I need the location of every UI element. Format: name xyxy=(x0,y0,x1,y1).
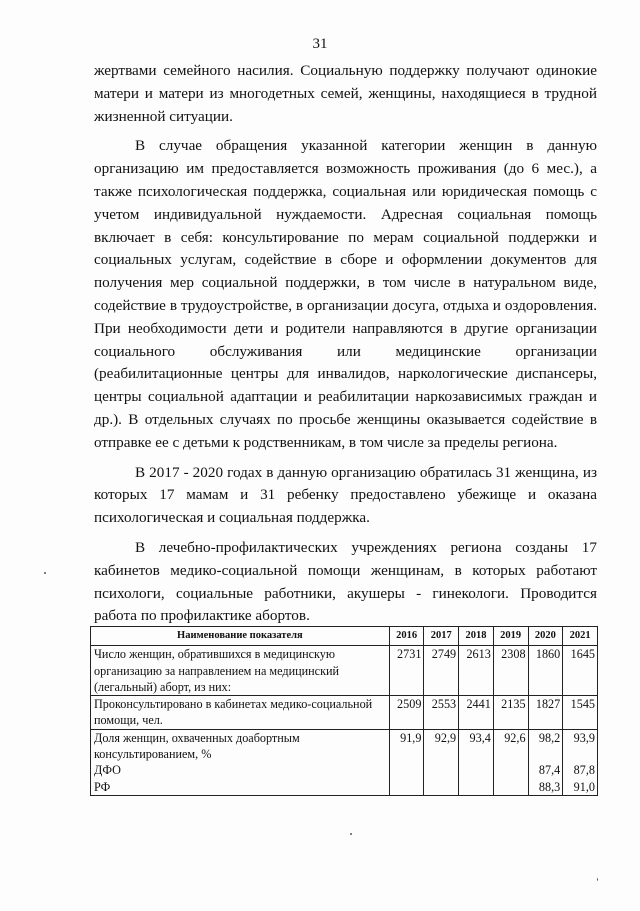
paragraph-continuation: жертвами семейного насилия. Социальную поддержку получают одинокие матери и матери из многодетных семей, женщины, находящиеся в трудной жизненной ситуации. xyxy=(94,62,597,125)
table-header-row xyxy=(91,627,598,646)
cell-value: 1545 xyxy=(563,696,598,730)
row-label xyxy=(91,729,390,795)
column-header: 2018 xyxy=(459,627,494,646)
cell-value-dfo: 87,8 xyxy=(573,763,595,778)
paragraph: В 2017 - 2020 годах в данную организацию обратилась 31 женщина, из которых 17 мамам и 31 ребенку предоставлено убежище и оказана психологическая и социальная поддержка. xyxy=(94,463,597,527)
row-label: Проконсультировано в кабинетах медико-социальной помощи, чел. xyxy=(91,696,390,730)
cell-value: 92,6 xyxy=(493,729,528,795)
column-header: Наименование показателя xyxy=(91,627,390,646)
cell-value: 1827 xyxy=(528,696,563,730)
cell-value: 92,9 xyxy=(424,729,459,795)
cell-value-rf: 88,3 xyxy=(538,779,561,794)
cell-value: 1860 xyxy=(528,646,563,696)
row-label: Число женщин, обратившихся в медицинскую организацию за направлением на медицинский (легальный) аборт, из них: xyxy=(91,646,390,696)
row-label-rf: РФ xyxy=(94,779,111,794)
row-label-main: Доля женщин, охваченных доабортным консультированием, % xyxy=(94,730,300,762)
table-row xyxy=(91,729,598,795)
column-header: 2017 xyxy=(424,627,459,646)
cell-value: 2731 xyxy=(389,646,424,696)
table-row xyxy=(91,696,598,730)
table-row xyxy=(91,646,598,696)
cell-value: 2613 xyxy=(459,646,494,696)
scan-speck xyxy=(44,572,46,574)
page-number: 31 xyxy=(312,36,328,52)
cell-value: 2308 xyxy=(493,646,528,696)
cell-value: 91,9 xyxy=(389,729,424,795)
cell-value: 2509 xyxy=(389,696,424,730)
cell-value: 1645 xyxy=(563,646,598,696)
statistics-table xyxy=(90,626,598,796)
cell-value: 2441 xyxy=(459,696,494,730)
scan-speck xyxy=(597,878,598,881)
scan-speck xyxy=(350,833,352,835)
column-header: 2019 xyxy=(493,627,528,646)
paragraph: В лечебно-профилактических учреждениях региона созданы 17 кабинетов медико-социальной помощи женщинам, в которых работают психологи, социальные работники, акушеры - гинекологи. Проводится работа по профилактике абортов. xyxy=(94,538,597,625)
cell-value: 98,2 xyxy=(538,730,561,745)
row-label-dfo: ДФО xyxy=(94,763,121,778)
body-text xyxy=(94,60,597,628)
cell-value-rf: 91,0 xyxy=(573,779,595,794)
cell-value: 2553 xyxy=(424,696,459,730)
cell-value-stack xyxy=(563,729,598,795)
cell-value: 2135 xyxy=(493,696,528,730)
cell-value-stack xyxy=(528,729,563,795)
column-header: 2016 xyxy=(389,627,424,646)
cell-value-dfo: 87,4 xyxy=(538,763,561,778)
cell-value: 93,9 xyxy=(573,730,595,745)
cell-value: 2749 xyxy=(424,646,459,696)
column-header: 2021 xyxy=(563,627,598,646)
paragraph: В случае обращения указанной категории женщин в данную организацию им предоставляется возможность проживания (до 6 мес.), а также психологическая поддержка, социальная или юридическая помощь с учетом индивидуальной нуждаемости. Адресная социальная помощь включает в себя: консультирование по мерам социальной поддержки и социальных услугам, содействие в сборе и оформлении документов для получения мер социальной поддержки, в том числе в натуральном виде, содействие в трудоустройстве, в организации досуга, отдыха и оздоровления. При необходимости дети и родители направляются в другие организации социального обслуживания или медицинские организации (реабилитационные центры для инвалидов, наркологические диспансеры, центры социальной адаптации и реабилитации наркозависимых граждан и др.). В отдельных случаях по просьбе женщины оказывается содействие в отправке ее с детьми к родственникам, в том числе за пределы региона. xyxy=(94,137,597,451)
cell-value: 93,4 xyxy=(459,729,494,795)
column-header: 2020 xyxy=(528,627,563,646)
